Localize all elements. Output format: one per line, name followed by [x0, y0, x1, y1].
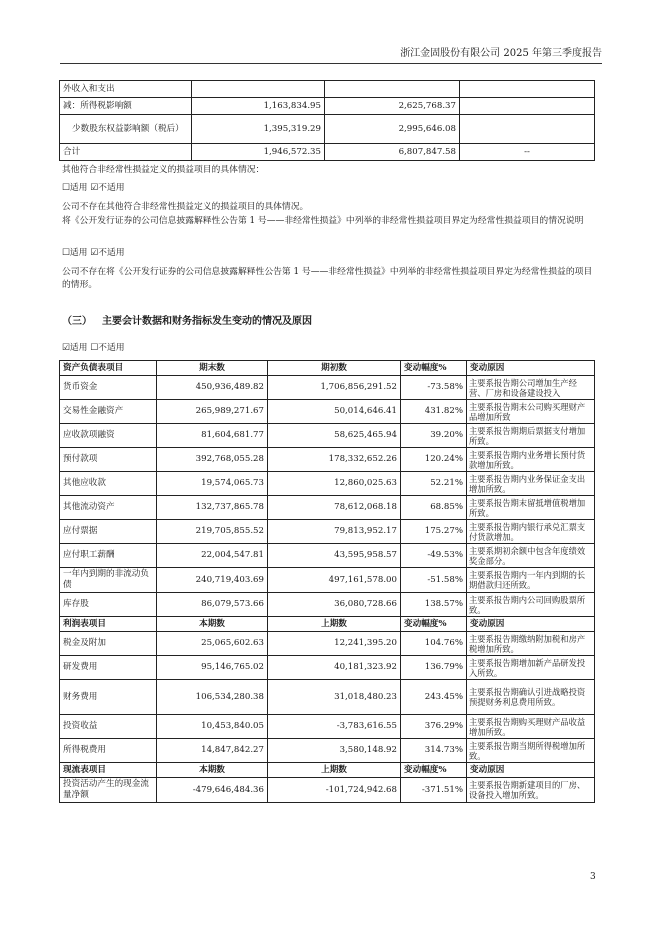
- table-row: 应付职工薪酬 22,004,547.81 43,595,958.57 -49.53% 主要系期初余额中包含年度绩效奖金部分。: [60, 544, 595, 568]
- table-row: 货币资金 450,936,489.82 1,706,856,291.52 -73.58% 主要系报告期公司增加生产经营、厂房和设备建设投入: [60, 376, 595, 400]
- nonrecurring-table: [59, 80, 595, 161]
- applicability-checkbox: ☐适用 ☑不适用: [62, 248, 125, 258]
- table-row: 税金及附加 25,065,602.63 12,241,395.20 104.76% 主要系报告期缴纳附加税和房产税增加所致。: [60, 632, 595, 656]
- paragraph: 公司不存在其他符合非经常性损益定义的损益项目的具体情况。: [62, 202, 309, 212]
- page-number: 3: [590, 872, 596, 882]
- table-header-row: 利润表项目 本期数 上期数 变动幅度% 变动原因: [60, 617, 595, 632]
- financial-changes-table: [59, 360, 595, 803]
- applicability-checkbox: ☐适用 ☑不适用: [62, 183, 125, 193]
- table-row: 减：所得税影响额 1,163,834.95 2,625,768.37: [60, 98, 595, 115]
- row-label: 少数股东权益影响额（税后）: [60, 115, 192, 144]
- table-row: 合计 1,946,572.35 6,807,847.58 --: [60, 144, 595, 161]
- table-row: 预付款项 392,768,055.28 178,332,652.26 120.24% 主要系报告期内业务增长预付货款增加所致。: [60, 448, 595, 472]
- table-row: 库存股 86,079,573.66 36,080,728.66 138.57% 主要系报告期内公司回购股票所致。: [60, 593, 595, 617]
- table-row: 财务费用 106,534,280.38 31,018,480.23 243.45% 主要系报告期确认引进战略投资预提财务利息费用所致。: [60, 680, 595, 715]
- page-header: 浙江金固股份有限公司 2025 年第三季度报告: [60, 44, 602, 64]
- table-row: 交易性金融资产 265,989,271.67 50,014,646.41 431.82% 主要系报告期末公司购买理财产品增加所致: [60, 400, 595, 424]
- paragraph: 公司不存在将《公开发行证券的公司信息披露解释性公告第 1 号——非经常性损益》中列举的非经常性损益项目界定为经常性损益的项目的情形。: [62, 267, 593, 290]
- section-index: （三）: [62, 316, 92, 327]
- paragraph: 其他符合非经常性损益定义的损益项目的具体情况：: [62, 165, 265, 175]
- table-row: 所得税费用 14,847,842.27 3,580,148.92 314.73% 主要系报告期当期所得税增加所致。: [60, 739, 595, 763]
- table-row: 应付票据 219,705,855.52 79,813,952.17 175.27% 主要系报告期内银行承兑汇票支付货款增加。: [60, 520, 595, 544]
- table-row: 投资活动产生的现金流量净额 -479,646,484.36 -101,724,942.68 -371.51% 主要系报告期新建项目的厂房、设备投入增加所致。: [60, 778, 595, 803]
- table-header-row: 现流表项目 本期数 上期数 变动幅度% 变动原因: [60, 763, 595, 778]
- applicability-checkbox: ☑适用 ☐不适用: [62, 343, 125, 353]
- table-row: 其他流动资产 132,737,865.78 78,612,068.18 68.85% 主要系报告期末留抵增值税增加所致。: [60, 496, 595, 520]
- row-label: 减：所得税影响额: [60, 98, 192, 115]
- table-header-row: 资产负债表项目 期末数 期初数 变动幅度% 变动原因: [60, 361, 595, 376]
- paragraph: 将《公开发行证券的公司信息披露解释性公告第 1 号——非经常性损益》中列举的非经常性损益项目界定为经常性损益项目的情况说明: [62, 216, 584, 226]
- row-label: 合计: [60, 144, 192, 161]
- table-row: 少数股东权益影响额（税后） 1,395,319.29 2,995,646.08: [60, 115, 595, 144]
- table-row: [60, 81, 595, 98]
- table-row: 其他应收款 19,574,065.73 12,860,025.63 52.21% 主要系报告期内业务保证金支出增加所致。: [60, 472, 595, 496]
- table-row: 应收款项融资 81,604,681.77 58,625,465.94 39.20% 主要系报告期期后票据支付增加所致。: [60, 424, 595, 448]
- table-row: 投资收益 10,453,840.05 -3,783,616.55 376.29% 主要系报告期购买理财产品收益增加所致。: [60, 715, 595, 739]
- row-label: 外收入和支出: [60, 81, 192, 98]
- section-title: 主要会计数据和财务指标发生变动的情况及原因: [102, 316, 312, 327]
- table-row: 一年内到期的非流动负债 240,719,403.69 497,161,578.00 -51.58% 主要系报告期内一年内到期的长期借款归还所致。: [60, 568, 595, 593]
- table-row: 研发费用 95,146,765.02 40,181,323.92 136.79% 主要系报告期增加新产品研发投入所致。: [60, 656, 595, 680]
- section-heading: [62, 312, 312, 327]
